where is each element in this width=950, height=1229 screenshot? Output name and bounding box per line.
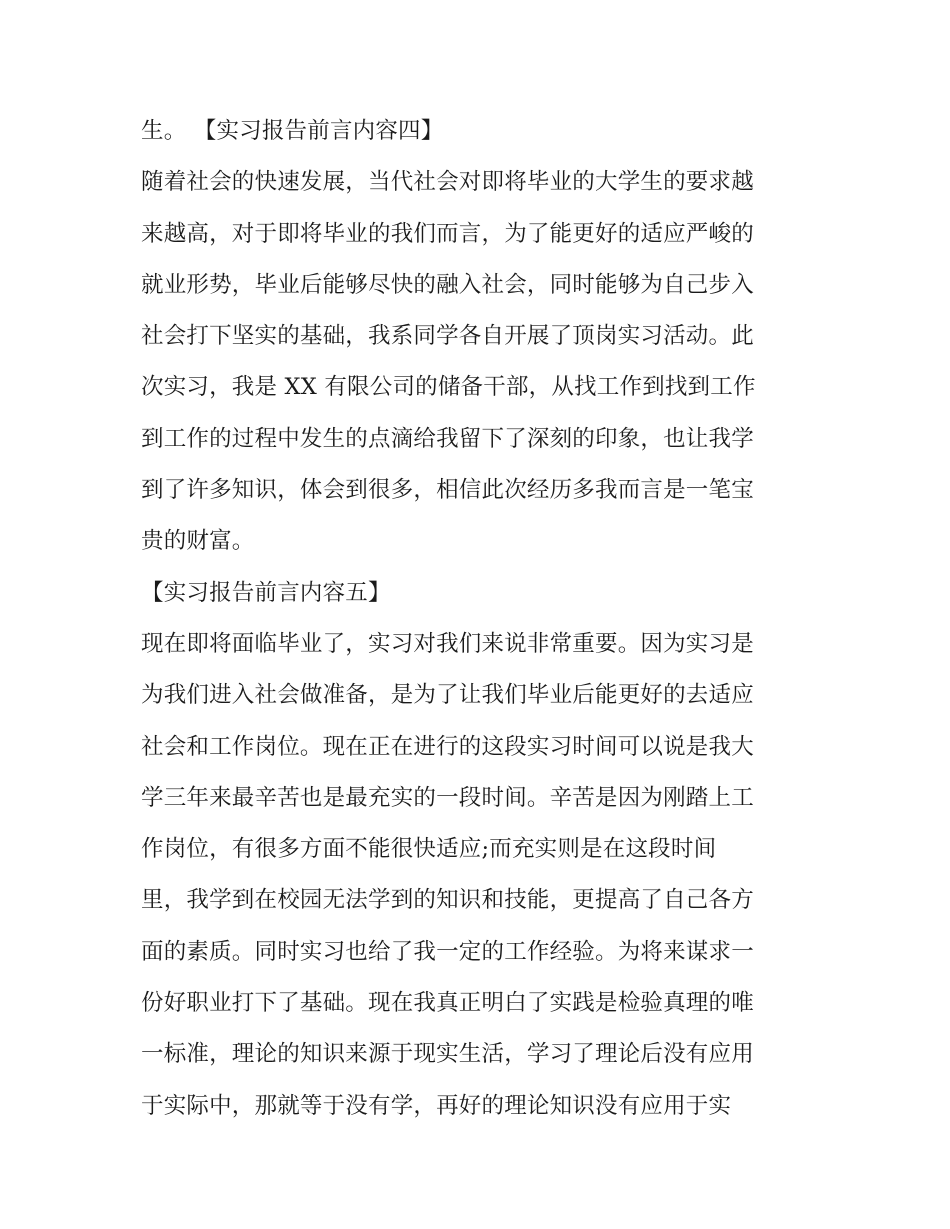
text-line: 到了许多知识，体会到很多，相信此次经历多我而言是一笔宝 bbox=[141, 477, 754, 504]
text-line: 学三年来最辛苦也是最充实的一段时间。辛苦是因为刚踏上工 bbox=[141, 784, 754, 811]
text-line: 生。 【实习报告前言内容四】 bbox=[141, 118, 444, 144]
text-line: 贵的财富。 bbox=[141, 528, 255, 555]
text-line: 一标准，理论的知识来源于现实生活，学习了理论后没有应用 bbox=[141, 1041, 754, 1068]
text-line: 就业形势，毕业后能够尽快的融入社会，同时能够为自己步入 bbox=[141, 271, 754, 298]
text-line: 社会和工作岗位。现在正在进行的这段实习时间可以说是我大 bbox=[141, 733, 754, 760]
text-line: 面的素质。同时实习也给了我一定的工作经验。为将来谋求一 bbox=[141, 938, 754, 965]
text-line: 里，我学到在校园无法学到的知识和技能，更提高了自己各方 bbox=[141, 887, 754, 914]
text-line: 于实际中，那就等于没有学，再好的理论知识没有应用于实 bbox=[141, 1092, 732, 1119]
document-body bbox=[141, 106, 821, 1132]
text-line: 现在即将面临毕业了，实习对我们来说非常重要。因为实习是 bbox=[141, 630, 754, 657]
text-line: 社会打下坚实的基础，我系同学各自开展了顶岗实习活动。此 bbox=[141, 323, 754, 350]
text-line: 为我们进入社会做准备，是为了让我们毕业后能更好的去适应 bbox=[141, 682, 754, 709]
text-line: 来越高，对于即将毕业的我们而言，为了能更好的适应严峻的 bbox=[141, 220, 754, 247]
text-line: 份好职业打下了基础。现在我真正明白了实践是检验真理的唯 bbox=[141, 990, 754, 1017]
text-line: 随着社会的快速发展，当代社会对即将毕业的大学生的要求越 bbox=[141, 169, 754, 196]
section-heading: 【实习报告前言内容五】 bbox=[141, 579, 391, 606]
text-line: 次实习，我是 XX 有限公司的储备干部，从找工作到找到工作 bbox=[141, 374, 756, 401]
text-line: 到工作的过程中发生的点滴给我留下了深刻的印象，也让我学 bbox=[141, 425, 754, 452]
text-line: 作岗位，有很多方面不能很快适应;而充实则是在这段时间 bbox=[141, 836, 717, 863]
